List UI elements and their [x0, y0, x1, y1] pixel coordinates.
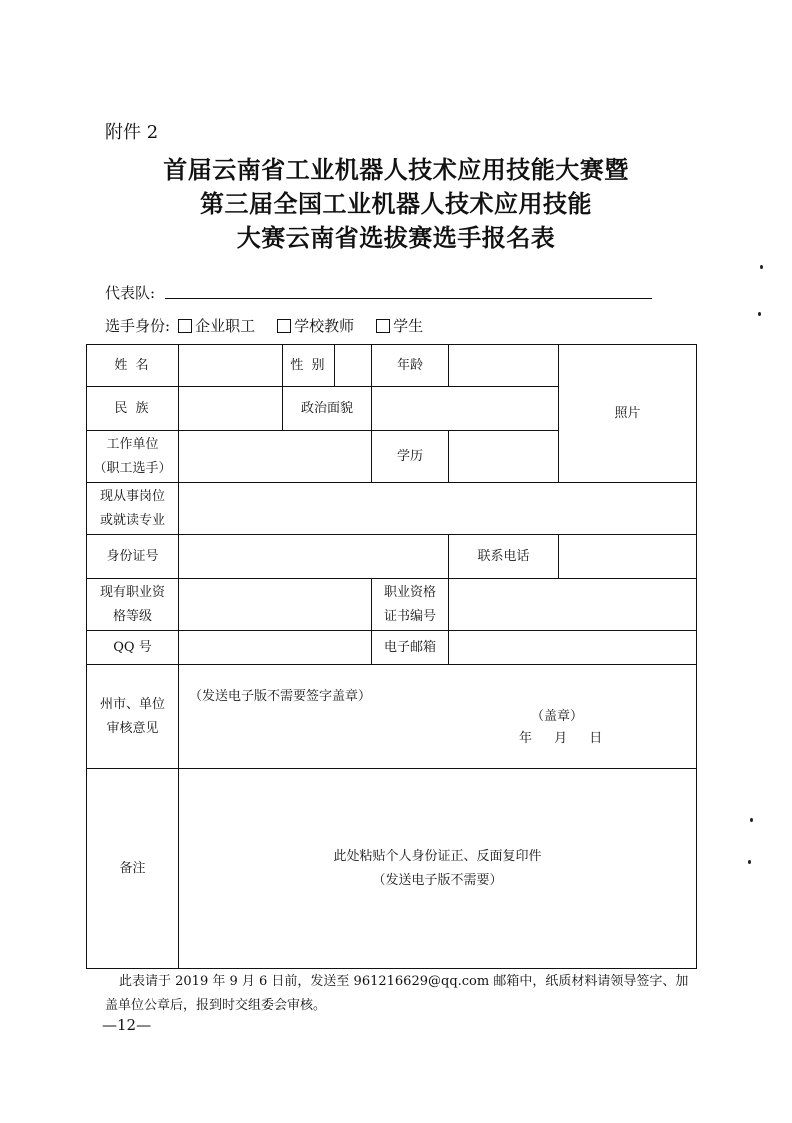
annex-label: 附件 2 [105, 122, 159, 143]
title-line-3: 大赛云南省选拔赛选手报名表 [236, 223, 556, 252]
identity-option-label: 学生 [393, 317, 424, 335]
identity-option-label: 学校教师 [294, 317, 355, 335]
review-date: 年 月 日 [519, 731, 603, 746]
identity-label: 选手身份: [105, 317, 171, 335]
checkbox-icon[interactable] [376, 319, 390, 333]
checkbox-icon[interactable] [178, 319, 192, 333]
field-political[interactable] [372, 387, 559, 431]
label-position [87, 483, 179, 535]
remarks-note-line-1: 此处粘贴个人身份证正、反面复印件 [333, 848, 542, 864]
checkbox-icon[interactable] [277, 319, 291, 333]
scan-speck [748, 860, 751, 864]
review-seal: （盖章） [531, 709, 584, 724]
label-cert-no-line-1: 职业资格 [383, 584, 436, 600]
label-position-line-2: 或就读专业 [99, 512, 165, 528]
review-note: （发送电子版不需要签字盖章） [189, 689, 372, 704]
label-cert-no [372, 579, 449, 631]
title-line-2: 第三届全国工业机器人技术应用技能 [200, 189, 592, 218]
field-remarks[interactable] [179, 769, 697, 969]
field-review[interactable] [179, 665, 697, 769]
footer-note [105, 970, 695, 1018]
footer-line-2: 盖单位公章后，报到时交组委会审核。 [105, 998, 327, 1013]
label-education: 学历 [372, 431, 449, 483]
label-workplace-line-1: 工作单位 [106, 436, 159, 452]
field-workplace[interactable] [179, 431, 372, 483]
label-qual-level [87, 579, 179, 631]
field-cert-no[interactable] [449, 579, 697, 631]
field-age[interactable] [449, 345, 559, 387]
identity-row [105, 315, 423, 336]
identity-option-student[interactable] [376, 315, 423, 336]
label-qq: QQ 号 [87, 631, 179, 665]
field-gender[interactable] [335, 345, 372, 387]
label-review [87, 665, 179, 769]
field-qq[interactable] [179, 631, 372, 665]
photo-cell[interactable]: 照片 [559, 345, 697, 483]
label-workplace [87, 431, 179, 483]
label-phone: 联系电话 [449, 535, 559, 579]
label-email: 电子邮箱 [372, 631, 449, 665]
label-age: 年龄 [372, 345, 449, 387]
identity-option-label: 企业职工 [195, 317, 256, 335]
page-number: —12— [102, 1016, 152, 1034]
field-id-number[interactable] [179, 535, 449, 579]
label-qual-level-line-2: 格等级 [112, 608, 152, 624]
label-ethnicity: 民 族 [87, 387, 179, 431]
title-line-1: 首届云南省工业机器人技术应用技能大赛暨 [163, 155, 629, 184]
label-review-line-2: 审核意见 [106, 720, 159, 736]
field-position[interactable] [179, 483, 697, 535]
field-email[interactable] [449, 631, 697, 665]
label-name: 姓 名 [87, 345, 179, 387]
scan-speck [758, 312, 761, 316]
label-gender: 性 别 [283, 345, 335, 387]
footer-line-1: 此表请于 2019 年 9 月 6 日前，发送至 961216629@qq.com 邮箱中，纸质材料请领导签字、加 [119, 974, 689, 989]
scan-speck [760, 265, 763, 269]
field-qual-level[interactable] [179, 579, 372, 631]
label-position-line-1: 现从事岗位 [99, 488, 165, 504]
team-fill-line[interactable] [165, 298, 652, 299]
field-phone[interactable] [559, 535, 697, 579]
field-name[interactable] [179, 345, 283, 387]
scan-speck [750, 818, 753, 822]
field-ethnicity[interactable] [179, 387, 283, 431]
label-workplace-line-2: （职工选手） [93, 460, 172, 476]
field-education[interactable] [449, 431, 559, 483]
label-political: 政治面貌 [283, 387, 372, 431]
label-remarks: 备注 [87, 769, 179, 969]
label-id-number: 身份证号 [87, 535, 179, 579]
label-cert-no-line-2: 证书编号 [383, 608, 436, 624]
label-review-line-1: 州市、单位 [99, 696, 165, 712]
remarks-note-line-2: （发送电子版不需要） [372, 872, 503, 888]
label-qual-level-line-1: 现有职业资 [99, 584, 165, 600]
team-label: 代表队: [105, 284, 156, 302]
identity-option-employee[interactable] [178, 315, 255, 336]
registration-form-table [86, 344, 697, 969]
identity-option-teacher[interactable] [277, 315, 354, 336]
